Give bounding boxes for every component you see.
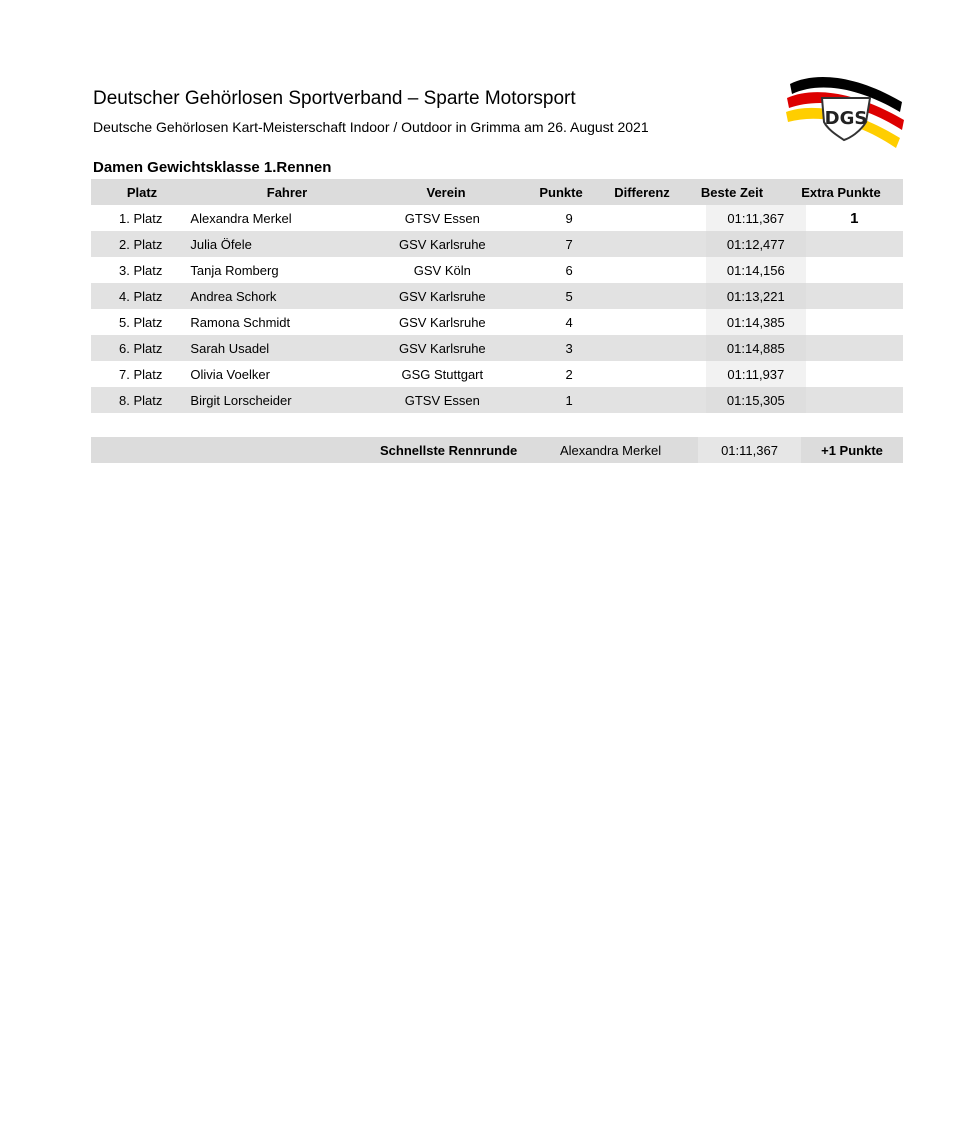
section-title: Damen Gewichtsklasse 1.Rennen bbox=[93, 159, 332, 176]
fastest-lap-bonus: +1 Punkte bbox=[821, 442, 883, 458]
cell-beste-zeit: 01:11,367 bbox=[706, 205, 805, 231]
table-row bbox=[91, 361, 903, 387]
cell-extra-punkte bbox=[806, 387, 903, 413]
cell-fahrer: Alexandra Merkel bbox=[190, 210, 292, 226]
cell-beste-zeit: 01:14,885 bbox=[706, 335, 805, 361]
cell-fahrer: Julia Öfele bbox=[190, 236, 252, 252]
page-title: Deutscher Gehörlosen Sportverband – Sparte Motorsport bbox=[93, 88, 576, 109]
column-header-verein: Verein bbox=[426, 184, 466, 200]
cell-punkte: 5 bbox=[565, 288, 573, 304]
table-row bbox=[91, 257, 903, 283]
column-header-platz: Platz bbox=[126, 184, 158, 200]
cell-extra-punkte bbox=[806, 257, 903, 283]
cell-platz: 8. Platz bbox=[119, 392, 163, 408]
cell-punkte: 1 bbox=[565, 392, 573, 408]
cell-punkte: 4 bbox=[565, 314, 573, 330]
cell-punkte: 7 bbox=[565, 236, 573, 252]
cell-beste-zeit: 01:14,156 bbox=[706, 257, 805, 283]
cell-punkte: 2 bbox=[565, 366, 573, 382]
column-header-extra-punkte: Extra Punkte bbox=[801, 184, 881, 200]
cell-platz: 4. Platz bbox=[119, 288, 163, 304]
fastest-lap-label: Schnellste Rennrunde bbox=[380, 442, 518, 458]
cell-differenz bbox=[588, 335, 706, 361]
dgs-logo bbox=[784, 72, 908, 156]
cell-differenz bbox=[588, 309, 706, 335]
table-row bbox=[91, 205, 903, 231]
cell-differenz bbox=[588, 205, 706, 231]
cell-beste-zeit: 01:11,937 bbox=[706, 361, 805, 387]
cell-verein: GSV Karlsruhe bbox=[398, 314, 486, 330]
cell-beste-zeit: 01:15,305 bbox=[706, 387, 805, 413]
cell-platz: 6. Platz bbox=[119, 340, 163, 356]
column-header-beste-zeit: Beste Zeit bbox=[700, 184, 764, 200]
cell-verein: GSV Karlsruhe bbox=[398, 236, 486, 252]
cell-extra-punkte bbox=[806, 283, 903, 309]
table-row bbox=[91, 387, 903, 413]
cell-verein: GSV Karlsruhe bbox=[398, 288, 486, 304]
cell-verein: GSG Stuttgart bbox=[401, 366, 484, 382]
table-row bbox=[91, 335, 903, 361]
cell-differenz bbox=[588, 361, 706, 387]
cell-extra-punkte: 1 bbox=[850, 209, 859, 227]
cell-differenz bbox=[588, 387, 706, 413]
fastest-lap-time: 01:11,367 bbox=[698, 437, 801, 463]
cell-verein: GTSV Essen bbox=[404, 210, 480, 226]
cell-platz: 1. Platz bbox=[119, 210, 163, 226]
fastest-lap-driver: Alexandra Merkel bbox=[560, 442, 662, 458]
table-row bbox=[91, 231, 903, 257]
cell-punkte: 3 bbox=[565, 340, 573, 356]
cell-punkte: 6 bbox=[565, 262, 573, 278]
cell-platz: 2. Platz bbox=[119, 236, 163, 252]
cell-verein: GSV Karlsruhe bbox=[398, 340, 486, 356]
table-row bbox=[91, 309, 903, 335]
cell-extra-punkte bbox=[806, 335, 903, 361]
cell-fahrer: Olivia Voelker bbox=[190, 366, 270, 382]
cell-verein: GTSV Essen bbox=[404, 392, 480, 408]
cell-differenz bbox=[588, 231, 706, 257]
cell-platz: 7. Platz bbox=[119, 366, 163, 382]
table-row bbox=[91, 283, 903, 309]
cell-differenz bbox=[588, 283, 706, 309]
cell-beste-zeit: 01:12,477 bbox=[706, 231, 805, 257]
page-subtitle: Deutsche Gehörlosen Kart-Meisterschaft Indoor / Outdoor in Grimma am 26. August 2021 bbox=[93, 119, 649, 135]
column-header-fahrer: Fahrer bbox=[266, 184, 308, 200]
cell-verein: GSV Köln bbox=[413, 262, 471, 278]
cell-beste-zeit: 01:13,221 bbox=[706, 283, 805, 309]
cell-extra-punkte bbox=[806, 231, 903, 257]
results-table bbox=[91, 179, 903, 413]
cell-fahrer: Birgit Lorscheider bbox=[190, 392, 292, 408]
cell-beste-zeit: 01:14,385 bbox=[706, 309, 805, 335]
cell-punkte: 9 bbox=[565, 210, 573, 226]
cell-fahrer: Sarah Usadel bbox=[190, 340, 270, 356]
cell-extra-punkte bbox=[806, 361, 903, 387]
table-header-row bbox=[91, 179, 903, 205]
cell-fahrer: Andrea Schork bbox=[190, 288, 277, 304]
cell-fahrer: Ramona Schmidt bbox=[190, 314, 291, 330]
cell-extra-punkte bbox=[806, 309, 903, 335]
fastest-lap-row bbox=[91, 437, 903, 463]
cell-differenz bbox=[588, 257, 706, 283]
cell-platz: 5. Platz bbox=[119, 314, 163, 330]
column-header-punkte: Punkte bbox=[539, 184, 583, 200]
cell-fahrer: Tanja Romberg bbox=[190, 262, 279, 278]
column-header-differenz: Differenz bbox=[614, 184, 670, 200]
logo-text: DGS bbox=[824, 108, 868, 129]
cell-platz: 3. Platz bbox=[119, 262, 163, 278]
table-body bbox=[91, 205, 903, 413]
